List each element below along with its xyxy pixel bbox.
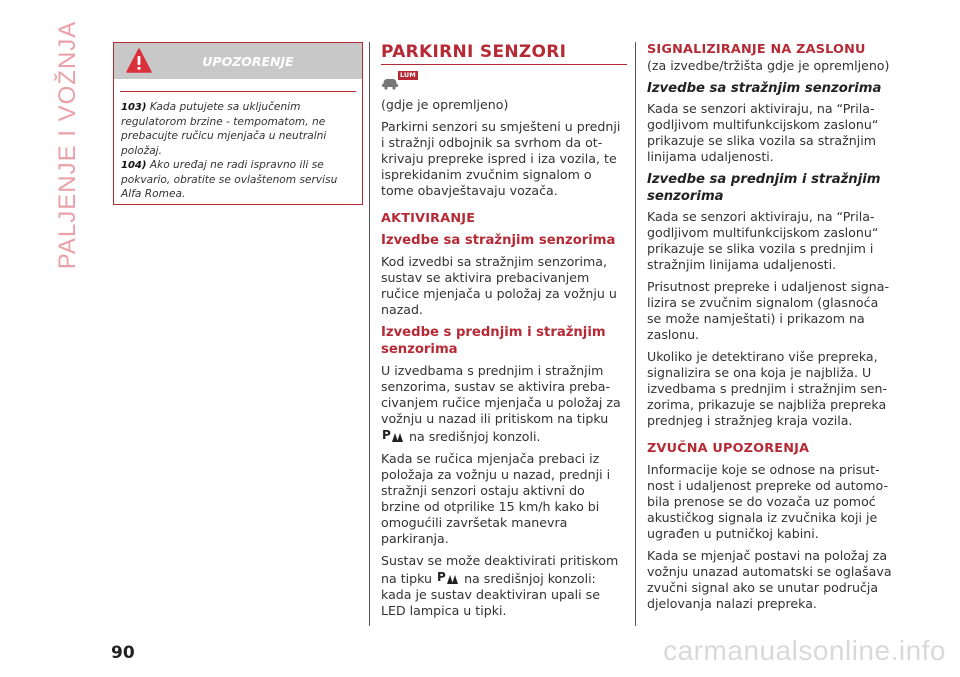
- title-underline: [381, 64, 627, 65]
- warning-title: UPOZORENJE: [202, 54, 294, 69]
- paragraph-text: na središnjoj konzoli.: [409, 429, 541, 444]
- paragraph: Informacije koje se odnose na prisut-nost i udaljenost prepreke od automo-bila prenose se do vozača uz pomoć akustičkog signala iz zvučnika koji je ugrađen u putničkoj kabini.: [647, 462, 888, 541]
- column-display-signals: [647, 42, 895, 618]
- paragraph: (za izvedbe/tržišta gdje je opremljeno): [647, 58, 890, 73]
- warning-item-number: 103): [121, 102, 147, 113]
- paragraph: Kod izvedbi sa stražnjim senzorima, sustav se aktivira prebacivanjem ručice mjenjača u položaj za vožnju u nazad.: [381, 254, 617, 317]
- paragraph: Kada se senzori aktiviraju, na “Prila-godljivom multifunkcijskom zaslonu“ prikazuje se slika vozila s prednjim i stražnjim linijama udaljenosti.: [647, 209, 879, 272]
- lum-badge: LUM: [400, 71, 416, 79]
- heading-rear-sensors: Izvedbe sa stražnjim senzorima: [381, 233, 616, 248]
- paragraph-text: Sustav se može deaktivirati pritiskom na tipku: [381, 553, 619, 586]
- paragraph: Kada se senzori aktiviraju, na “Prila-godljivom multifunkcijskom zaslonu“ prikazuje se slika vozila sa stražnjim linijama udaljenosti.: [647, 101, 879, 164]
- paragraph: [381, 553, 627, 619]
- column-divider-right: [635, 42, 636, 626]
- svg-text:P: P: [382, 428, 391, 442]
- parking-sensor-button-icon: [436, 569, 460, 586]
- watermark: carmanualsonline.info: [663, 635, 946, 666]
- warning-divider: [120, 91, 356, 92]
- paragraph: [381, 363, 627, 445]
- heading-rear-sensors: Izvedbe sa stražnjim senzorima: [647, 81, 882, 96]
- column-divider-left: [369, 42, 370, 626]
- warning-body: [121, 100, 356, 201]
- paragraph: Kada se mjenjač postavi na položaj za vožnju unazad automatski se oglašava zvučni signal ako se unutar područja djelovanja nalazi prepreka.: [647, 548, 892, 611]
- column-parking-sensors: [381, 42, 627, 625]
- paragraph: Prisutnost prepreke i udaljenost signa-lizira se zvučnim signalom (glasnoća se može namještati) i prikazom na zaslonu.: [647, 279, 890, 342]
- warning-box: [113, 42, 363, 205]
- heading-sound-warnings: ZVUČNA UPOZORENJA: [647, 441, 810, 456]
- paragraph: Parkirni senzori su smješteni u prednji i stražnji odbojnik sa svrhom da ot-krivaju prepreke ispred i iza vozila, te isprekidanim zvučnim signalom o tome obavještavaju vozača.: [381, 119, 621, 198]
- car-icon: [381, 76, 399, 90]
- paragraph: (gdje je opremljeno): [381, 97, 509, 112]
- parking-sensor-button-icon: [381, 427, 405, 444]
- paragraph: Ukoliko je detektirano više prepreka, signalizira se ona koja je najbliža. U izvedbama s prednjim i stražnjim sen-zorima, prikazuje se najbliža prepreka prednjeg i stražnjeg kraja vozila.: [647, 349, 888, 428]
- heading-display: SIGNALIZIRANJE NA ZASLONU: [647, 42, 866, 57]
- page-number: 90: [111, 643, 135, 663]
- paragraph: Kada se ručica mjenjača prebaci iz položaja za vožnju u nazad, prednji i stražnji senzori ostaju aktivni do brzine od otprilike 15 km/h kako bi omogućili završetak manevra parkiranja.: [381, 451, 611, 546]
- warning-item-104: [121, 158, 356, 202]
- side-section-title: [48, 20, 88, 270]
- paragraph-text: na središnjoj konzoli: kada je sustav deaktiviran upali se LED lampica u tipki.: [381, 571, 600, 618]
- section-title: PARKIRNI SENZORI: [381, 42, 567, 62]
- warning-header: [114, 43, 362, 79]
- svg-text:P: P: [437, 570, 446, 584]
- heading-front-rear-sensors: Izvedbe sa prednjim i stražnjim senzorima: [647, 172, 881, 204]
- side-title-text: PALJENJE I VOŽNJA: [54, 20, 81, 270]
- warning-item-text: Kada putujete sa uključenim regulatorom brzine - tempomatom, ne prebacujte ručicu mjenjača u neutralni položaj.: [121, 101, 327, 157]
- heading-front-rear-sensors: Izvedbe s prednjim i stražnjim senzorima: [381, 325, 606, 357]
- warning-item-number: 104): [121, 159, 147, 171]
- paragraph-text: U izvedbama s prednjim i stražnjim senzorima, sustav se aktivira preba-civanjem ručice mjenjača u položaj za vožnju u nazad ili pritiskom na tipku: [381, 363, 621, 426]
- car-lum-icon: [381, 71, 627, 91]
- warning-item-text: Ako uređaj ne radi ispravno ili se pokvario, obratite se ovlaštenom servisu Alfa Romea.: [121, 158, 338, 201]
- warning-item-103: [121, 100, 356, 158]
- heading-activation: AKTIVIRANJE: [381, 211, 476, 226]
